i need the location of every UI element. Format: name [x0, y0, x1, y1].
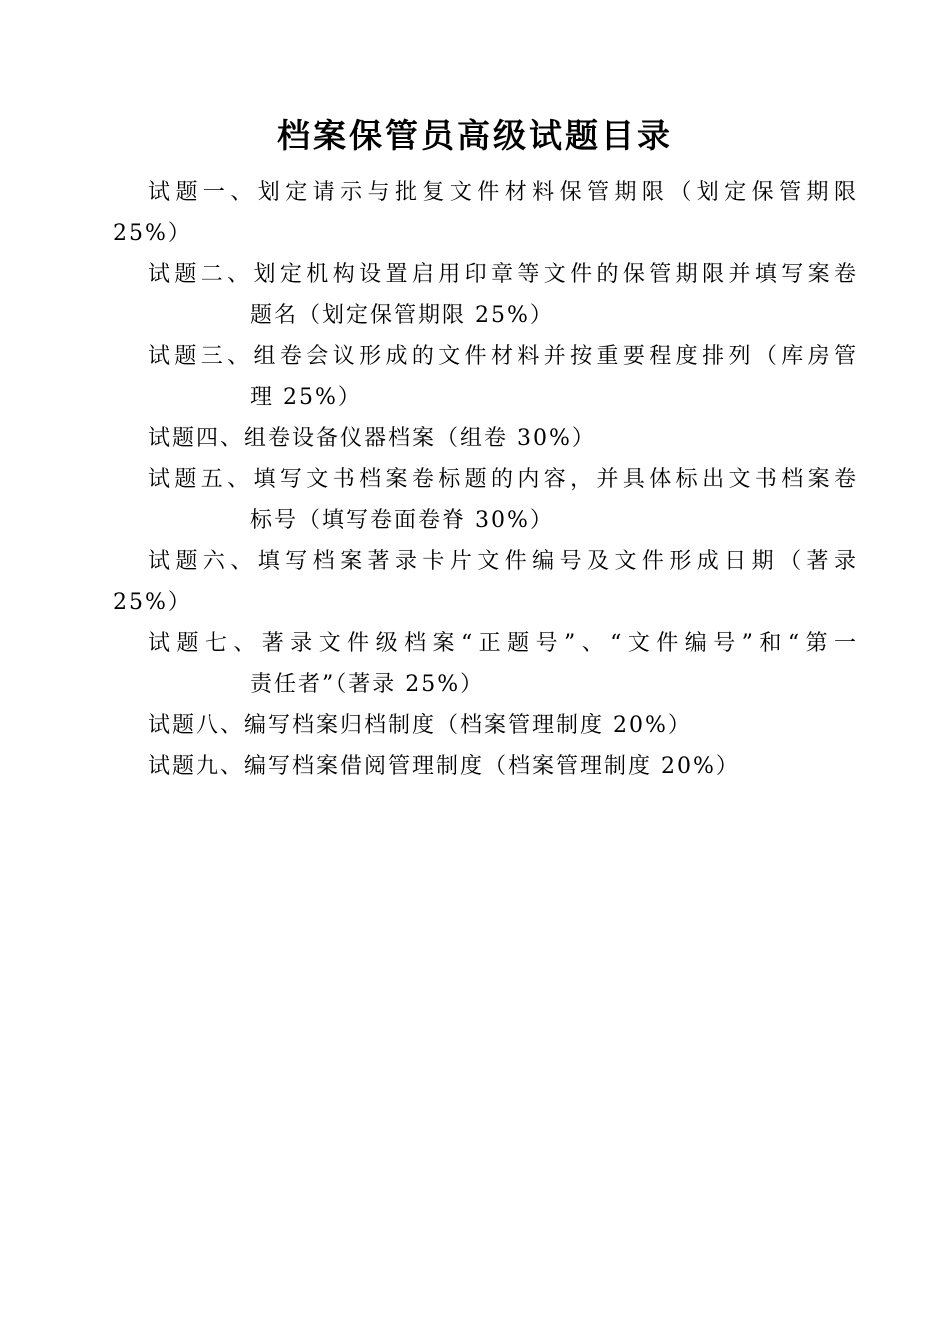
exam-item-3 [0, 336, 950, 418]
exam-item-line1: 试题四、组卷设备仪器档案（组卷 30%） [148, 426, 596, 451]
exam-item-line1: 试题一、划定请示与批复文件材料保管期限（划定保管期限 [148, 180, 858, 205]
exam-item-2 [0, 254, 950, 336]
exam-item-7 [0, 623, 950, 705]
exam-item-9 [0, 746, 950, 787]
exam-item-line2: 25%） [113, 221, 192, 246]
exam-item-line1: 试题五、填写文书档案卷标题的内容，并具体标出文书档案卷 [148, 467, 858, 492]
exam-item-line2: 责任者”（著录 25%） [250, 672, 485, 697]
exam-item-line1: 试题三、组卷会议形成的文件材料并按重要程度排列（库房管 [148, 344, 858, 369]
exam-item-line1: 试题二、划定机构设置启用印章等文件的保管期限并填写案卷 [148, 262, 858, 287]
exam-item-line2: 25%） [113, 590, 192, 615]
exam-item-1 [0, 172, 950, 254]
exam-item-line2: 题名（划定保管期限 25%） [250, 303, 554, 328]
exam-item-5 [0, 459, 950, 541]
exam-item-4 [0, 418, 950, 459]
exam-item-8 [0, 705, 950, 746]
exam-item-line1: 试题八、编写档案归档制度（档案管理制度 20%） [148, 713, 692, 738]
exam-item-line1: 试题六、填写档案著录卡片文件编号及文件形成日期（著录 [148, 549, 858, 574]
exam-list [0, 172, 950, 787]
exam-item-line1: 试题七、著录文件级档案“正题号”、“文件编号”和“第一 [148, 631, 858, 656]
page-title: 档案保管员高级试题目录 [277, 116, 673, 155]
exam-item-6 [0, 541, 950, 623]
exam-item-line1: 试题九、编写档案借阅管理制度（档案管理制度 20%） [148, 754, 740, 779]
exam-item-line2: 标号（填写卷面卷脊 30%） [250, 508, 554, 533]
exam-item-line2: 理 25%） [250, 385, 362, 410]
